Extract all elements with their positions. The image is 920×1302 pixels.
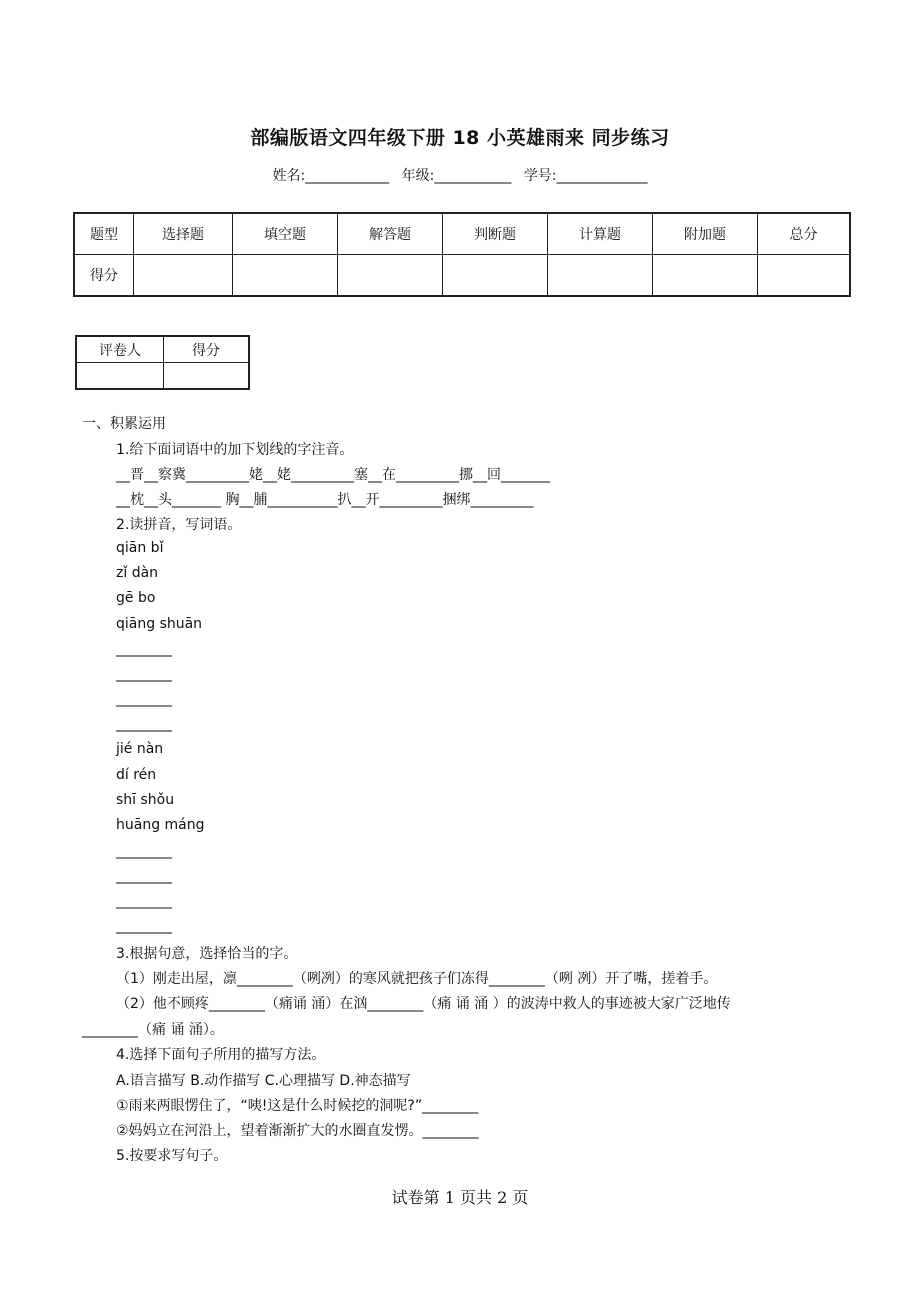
question-3-item-1[interactable]: （1）刚走出屋，凛________（咧冽）的寒风就把孩子们冻得________（咧 冽）开了嘴，搓着手。 [116,971,718,987]
name-field[interactable]: 姓名:____________ [272,168,390,184]
score-table-score-row [74,255,850,297]
answer-blank[interactable]: ________ [116,691,172,707]
answer-blank[interactable]: ________ [116,893,172,909]
score-cell[interactable] [653,255,758,297]
answer-blank[interactable]: ________ [116,666,172,682]
answer-blank[interactable]: ________ [116,716,172,732]
score-row-label: 得分 [74,255,134,297]
grader-table [75,335,250,390]
student-id-field[interactable]: 学号:_____________ [523,168,648,184]
page-footer: 试卷第 1 页共 2 页 [391,1188,529,1207]
pinyin-item: zǐ dàn [116,565,159,581]
grader-header-row [76,336,249,363]
score-table [73,212,851,297]
pinyin-item: gē bo [116,590,156,606]
score-header-cell: 选择题 [134,213,233,255]
score-header-cell: 解答题 [338,213,443,255]
score-header-cell: 填空题 [233,213,338,255]
question-1-line[interactable]: __枕__头_______ 胸__脯__________扒__开_________捆绑_________ [116,492,534,508]
pinyin-item: jié nàn [116,741,164,757]
score-cell[interactable] [338,255,443,297]
question-4-item-2[interactable]: ②妈妈立在河沿上，望着渐渐扩大的水圈直发愣。________ [116,1123,479,1139]
question-3: 3.根据句意，选择恰当的字。 [116,946,298,962]
score-header-cell: 计算题 [548,213,653,255]
score-header-cell: 总分 [758,213,851,255]
question-2: 2.读拼音，写词语。 [116,517,242,533]
grader-cell[interactable] [76,363,164,390]
answer-blank[interactable]: ________ [116,641,172,657]
pinyin-item: dí rén [116,767,157,783]
grade-field[interactable]: 年级:___________ [401,168,512,184]
score-cell[interactable] [233,255,338,297]
score-table-header-row [74,213,850,255]
student-info [0,165,920,185]
section-heading: 一、积累运用 [82,416,166,432]
pinyin-item: shī shǒu [116,792,175,808]
score-cell[interactable] [548,255,653,297]
answer-blank[interactable]: ________ [116,843,172,859]
answer-blank[interactable]: ________ [116,868,172,884]
question-5: 5.按要求写句子。 [116,1148,228,1164]
question-3-item-2[interactable]: （2）他不顾疼________（痛诵 涌）在汹________（痛 诵 涌 ）的波涛中救人的事迹被大家广泛地传 [116,996,731,1012]
grader-score-cell[interactable] [164,363,250,390]
question-3-item-2-cont[interactable]: ________（痛 诵 涌）。 [82,1022,224,1038]
question-1-line[interactable]: __晋__察冀_________姥__姥_________塞__在_________挪__回_______ [116,467,550,483]
score-header-cell: 判断题 [443,213,548,255]
pinyin-item: huāng máng [116,817,205,833]
score-header-cell: 题型 [74,213,134,255]
grader-header-cell: 评卷人 [76,336,164,363]
score-cell[interactable] [134,255,233,297]
score-cell[interactable] [758,255,851,297]
page-title: 部编版语文四年级下册 18 小英雄雨来 同步练习 [250,127,670,149]
grader-header-cell: 得分 [164,336,250,363]
question-4: 4.选择下面句子所用的描写方法。 [116,1047,326,1063]
pinyin-item: qiāng shuān [116,616,203,632]
score-header-cell: 附加题 [653,213,758,255]
score-cell[interactable] [443,255,548,297]
answer-blank[interactable]: ________ [116,918,172,934]
question-4-options: A.语言描写 B.动作描写 C.心理描写 D.神态描写 [116,1073,411,1089]
question-1: 1.给下面词语中的加下划线的字注音。 [116,442,354,458]
pinyin-item: qiān bǐ [116,540,164,556]
grader-input-row [76,363,249,390]
question-4-item-1[interactable]: ①雨来两眼愣住了，“咦!这是什么时候挖的洞呢?”________ [116,1098,479,1114]
